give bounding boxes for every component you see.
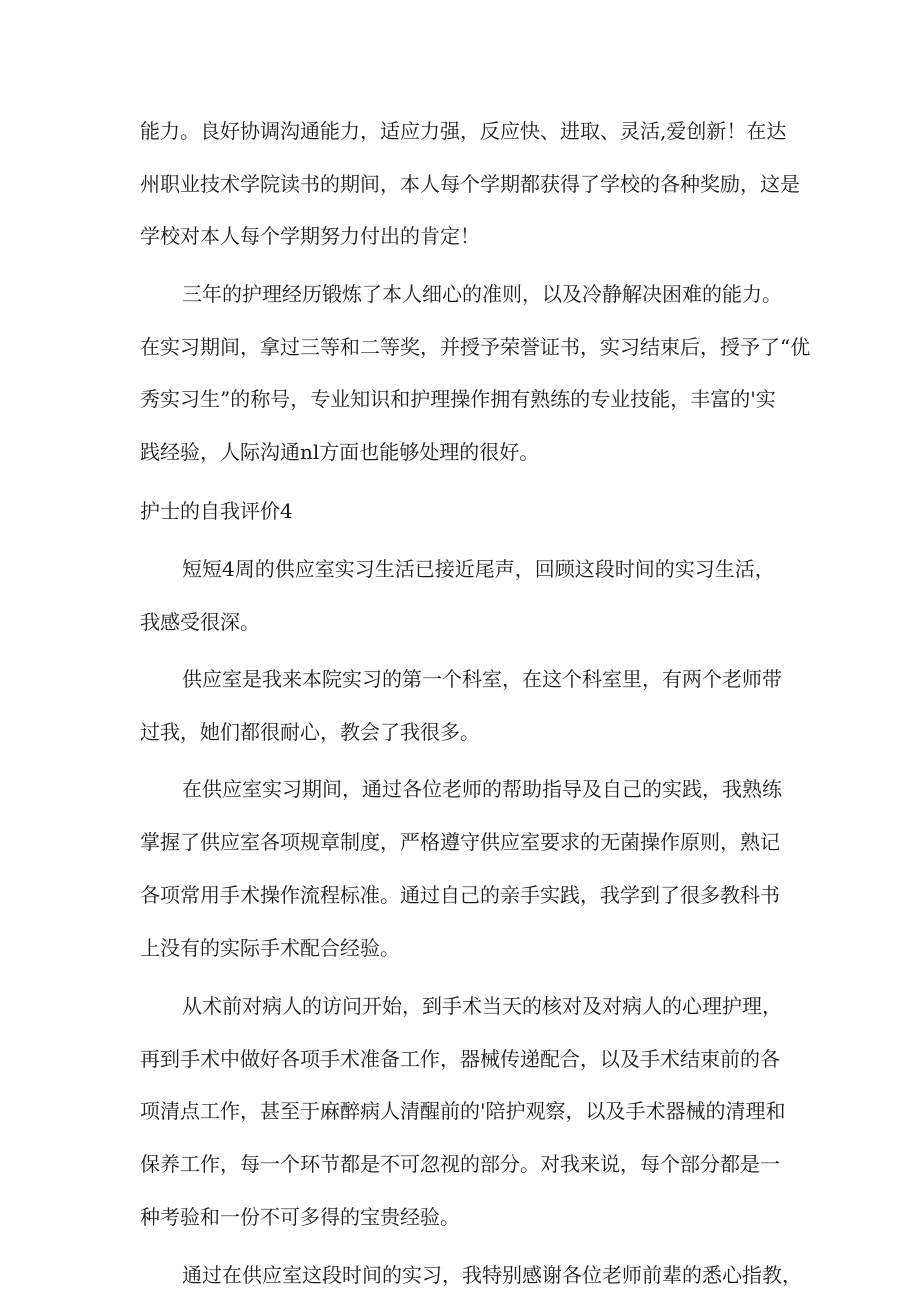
paragraph-line: 项清点工作，甚至于麻醉病人清醒前的'陪护观察，以及手术器械的清理和 — [140, 1099, 786, 1124]
paragraph-line: 践经验，人际沟通nl方面也能够处理的很好。 — [140, 440, 540, 465]
paragraph-line: 上没有的实际手术配合经验。 — [140, 935, 400, 960]
paragraph-line: 秀实习生”的称号，专业知识和护理操作拥有熟练的专业技能，丰富的'实 — [140, 387, 776, 412]
paragraph-line: 能力。良好协调沟通能力，适应力强，反应快、进取、灵活,爱创新！在达 — [140, 119, 787, 143]
paragraph-line: 从术前对病人的访问开始，到手术当天的核对及对病人的心理护理， — [182, 993, 782, 1018]
paragraph-line: 州职业技术学院读书的期间，本人每个学期都获得了学校的各种奖励，这是 — [140, 171, 800, 196]
paragraph-line: 保养工作，每一个环节都是不可忽视的部分。对我来说，每个部分都是一 — [140, 1152, 780, 1177]
paragraph-line: 在供应室实习期间，通过各位老师的帮助指导及自己的实践，我熟练 — [182, 777, 782, 802]
paragraph-line: 通过在供应室这段时间的实习，我特别感谢各位老师前辈的悉心指教， — [182, 1263, 802, 1287]
paragraph-line: 三年的护理经历锻炼了本人细心的准则，以及冷静解决困难的能力。 — [182, 281, 782, 306]
paragraph-line: 学校对本人每个学期努力付出的肯定！ — [140, 223, 480, 248]
paragraph-line: 我感受很深。 — [140, 609, 260, 634]
paragraph-line: 供应室是我来本院实习的第一个科室，在这个科室里，有两个老师带 — [182, 667, 782, 692]
paragraph-line: 各项常用手术操作流程标准。通过自己的亲手实践，我学到了很多教科书 — [140, 882, 780, 907]
section-heading: 护士的自我评价4 — [140, 499, 293, 524]
paragraph-line: 掌握了供应室各项规章制度，严格遵守供应室要求的无菌操作原则，熟记 — [140, 830, 780, 854]
paragraph-line: 短短4周的供应室实习生活已接近尾声，回顾这段时间的实习生活， — [182, 556, 775, 581]
paragraph-line: 在实习期间，拿过三等和二等奖，并授予荣誉证书，实习结束后，授予了“优 — [140, 334, 811, 359]
paragraph-line: 种考验和一份不可多得的宝贵经验。 — [140, 1205, 460, 1230]
paragraph-line: 再到手术中做好各项手术准备工作，器械传递配合，以及手术结束前的各 — [140, 1046, 780, 1071]
paragraph-line: 过我，她们都很耐心，教会了我很多。 — [140, 720, 480, 745]
